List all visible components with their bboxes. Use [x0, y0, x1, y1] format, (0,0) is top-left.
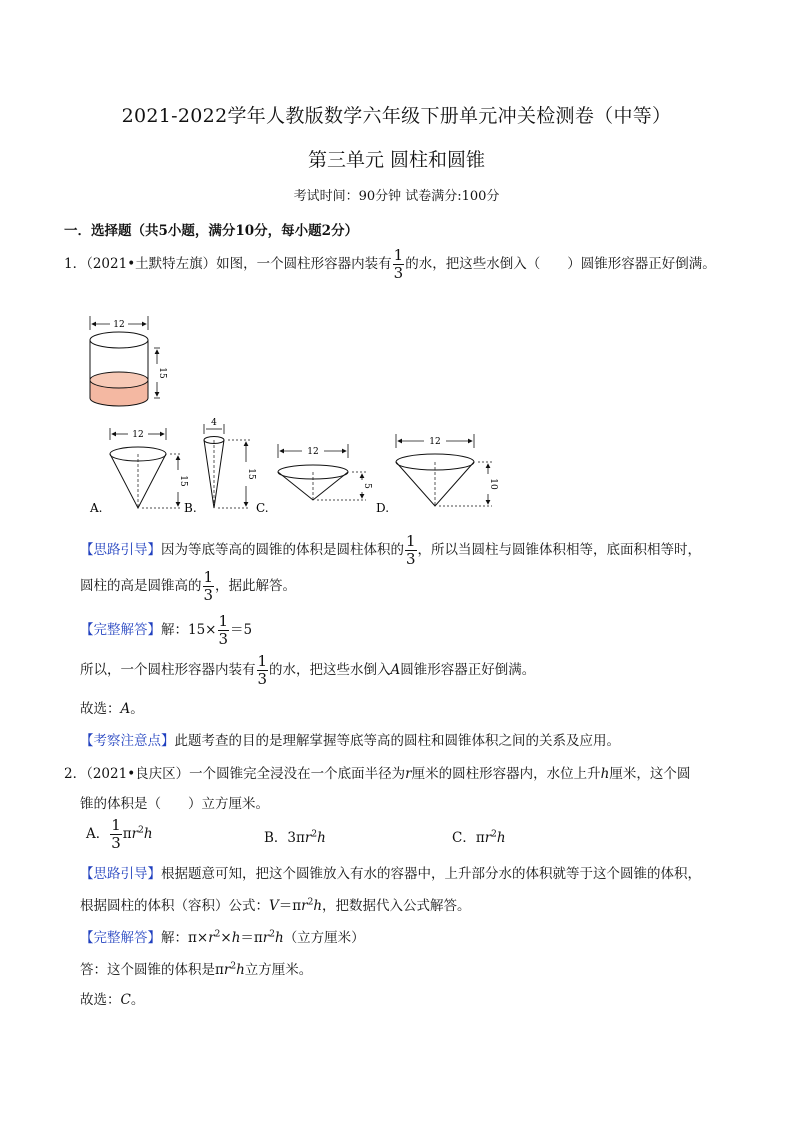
- q1-source: （2021•土默特左旗）: [86, 256, 217, 272]
- var-h: h: [600, 766, 610, 782]
- answer-text: ×: [220, 930, 232, 946]
- cone-a-diameter: 12: [132, 430, 144, 440]
- fraction-numerator: 1: [111, 816, 121, 834]
- option-label: B．3π: [264, 830, 305, 846]
- var-r: r: [262, 930, 270, 946]
- answer-text: ＝π: [240, 930, 263, 946]
- var-r: r: [405, 766, 412, 782]
- fraction: [405, 534, 417, 567]
- hint-text: ，据此解答。: [215, 578, 297, 594]
- q2-hint-line1: [80, 862, 701, 882]
- cone-d-diameter: 12: [429, 437, 441, 447]
- option-b-label: B.: [184, 501, 197, 515]
- cone-c-diameter: 12: [307, 447, 319, 457]
- fraction: [110, 818, 122, 851]
- var-h: h: [143, 826, 153, 842]
- fraction-numerator: 1: [393, 246, 404, 264]
- var-h: h: [274, 930, 284, 946]
- q2-option-c: C．$\pi r^2h$: [452, 829, 506, 846]
- answer-text: 解：π×: [161, 930, 209, 946]
- q1-text: 如图，一个圆柱形容器内装有: [216, 256, 392, 272]
- cylinder-height-label: 15: [157, 367, 167, 379]
- var-r: r: [301, 898, 308, 914]
- q1-number: 1．: [64, 256, 87, 272]
- hint-tag: 【思路引导】: [80, 542, 161, 558]
- choose-letter: C: [120, 992, 131, 1008]
- q1-hint-line2: [80, 570, 296, 603]
- q1-note: [80, 729, 620, 749]
- reply-text: 立方厘米。: [244, 962, 313, 978]
- hint-text: ＝π: [278, 898, 302, 914]
- q2-hint-line2: 根据圆柱的体积（容积）公式：$V=\pi r^2h$，把数据代入公式解答。: [80, 897, 471, 914]
- option-a-label: A.: [90, 501, 103, 515]
- choose-text: 。: [130, 701, 144, 717]
- q1-stem: [64, 248, 716, 281]
- answer-tag: 【完整解答】: [80, 930, 161, 946]
- conclusion-text: 的水，把这些水倒入: [269, 662, 391, 678]
- conclusion-text: 所以，一个圆柱形容器内装有: [80, 662, 256, 678]
- exam-info: 考试时间：90分钟 试卷满分:100分: [293, 189, 500, 204]
- q2-answer: 【完整解答】解：$\pi\times r^2\times h=\pi r^2h$（立方厘米）: [80, 929, 365, 946]
- cone-c-height: 5: [362, 483, 372, 489]
- q2-source: （2021•良庆区）: [86, 766, 190, 782]
- fraction-numerator: 1: [406, 532, 416, 550]
- cone-a-height: 15: [178, 475, 188, 487]
- fraction-denominator: 3: [406, 550, 416, 568]
- hint-text: 根据圆柱的体积（容积）公式：: [80, 898, 269, 914]
- q1-conclusion: [80, 654, 535, 687]
- var-h: h: [496, 830, 506, 846]
- fraction-numerator: 1: [257, 652, 268, 670]
- conclusion-letter: A: [390, 662, 401, 678]
- fraction: [218, 614, 230, 647]
- cone-c: [278, 444, 372, 500]
- fraction: [393, 248, 405, 281]
- q1-choose: [80, 697, 144, 717]
- option-c-label: C.: [256, 501, 269, 515]
- q2-option-b: B．$3\pi r^2h$: [264, 829, 326, 846]
- fraction-denominator: 3: [257, 670, 268, 688]
- q2-reply: 答：这个圆锥的体积是$\pi r^2h$立方厘米。: [80, 961, 313, 978]
- q2-text: 一个圆锥完全浸没在一个底面半径为: [189, 766, 406, 782]
- reply-text: 答：这个圆锥的体积是π: [80, 962, 224, 978]
- hint-text: ，所以当圆柱与圆锥体积相等，底面积相等时，: [417, 542, 702, 558]
- q2-text: 厘米的圆柱形容器内，水位上升: [411, 766, 601, 782]
- hint-text: 因为等底等高的圆锥的体积是圆柱体积的: [161, 542, 404, 558]
- hint-text: 根据题意可知，把这个圆锥放入有水的容器中，上升部分水的体积就等于这个圆锥的体积，: [161, 866, 701, 882]
- var-r: r: [484, 830, 492, 846]
- cone-b-height: 15: [246, 468, 256, 480]
- fraction-denominator: 3: [393, 264, 404, 282]
- cone-b: [204, 418, 256, 508]
- fraction-denominator: 3: [218, 630, 229, 648]
- note-tag: 【考察注意点】: [80, 733, 175, 749]
- cone-d: [396, 434, 498, 506]
- choose-text: 故选：: [80, 701, 121, 717]
- q1-hint-line1: [80, 534, 701, 567]
- fraction: [257, 654, 269, 687]
- fraction: [203, 570, 215, 603]
- cone-d-height: 10: [488, 478, 498, 490]
- q2-text: 厘米，这个圆: [609, 766, 691, 782]
- q1-answer: [80, 614, 252, 647]
- option-label: A．: [86, 826, 110, 842]
- hint-text: ，把数据代入公式解答。: [322, 898, 471, 914]
- var-r: r: [208, 930, 215, 946]
- choose-letter: A: [120, 701, 131, 717]
- q2-number: 2．: [64, 766, 87, 782]
- choose-text: 。: [130, 992, 145, 1008]
- answer-text: ＝5: [230, 622, 253, 638]
- hint-tag: 【思路引导】: [80, 866, 161, 882]
- pi-symbol: π: [122, 826, 132, 842]
- var-r: r: [131, 826, 139, 842]
- fraction-denominator: 3: [203, 586, 214, 604]
- var-r: r: [304, 830, 312, 846]
- q2-stem-line2: 锥的体积是（ ）立方厘米。: [80, 796, 269, 812]
- option-d-label: D.: [376, 501, 390, 515]
- cylinder: [90, 316, 167, 406]
- note-text: 此题考查的目的是理解掌握等底等高的圆柱和圆锥体积之间的关系及应用。: [174, 733, 620, 749]
- option-label: C．π: [452, 830, 485, 846]
- q2-choose: [80, 988, 144, 1008]
- var-h: h: [236, 962, 245, 978]
- cone-a: [110, 428, 188, 508]
- fraction-numerator: 1: [218, 612, 229, 630]
- q1-text: 的水，把这些水倒入（ ）圆锥形容器正好倒满。: [405, 256, 716, 272]
- cylinder-diameter-label: 12: [113, 320, 125, 330]
- page-subtitle: 第三单元 圆柱和圆锥: [307, 149, 486, 171]
- var-h: h: [317, 830, 326, 846]
- hint-text: 圆柱的高是圆锥高的: [80, 578, 202, 594]
- var-r: r: [223, 962, 231, 978]
- answer-text: （立方厘米）: [283, 930, 365, 946]
- q1-figure: [80, 312, 500, 522]
- q2-stem-line1: [64, 762, 690, 782]
- fraction-denominator: 3: [111, 834, 121, 852]
- var-h: h: [231, 930, 241, 946]
- choose-text: 故选：: [80, 992, 121, 1008]
- answer-text: 解：15×: [161, 622, 217, 638]
- fraction-numerator: 1: [203, 568, 214, 586]
- page-title: 2021-2022学年人教版数学六年级下册单元冲关检测卷（中等）: [121, 105, 672, 127]
- section-heading: 一．选择题（共5小题，满分10分，每小题2分）: [64, 223, 359, 239]
- var-h: h: [313, 898, 323, 914]
- conclusion-text: 圆锥形容器正好倒满。: [400, 662, 536, 678]
- q2-option-a: A． $\frac{1}{3}$ $\pi r^2h$: [86, 816, 153, 852]
- answer-tag: 【完整解答】: [80, 622, 161, 638]
- var-v: V: [269, 898, 279, 914]
- cone-b-diameter: 4: [211, 418, 217, 428]
